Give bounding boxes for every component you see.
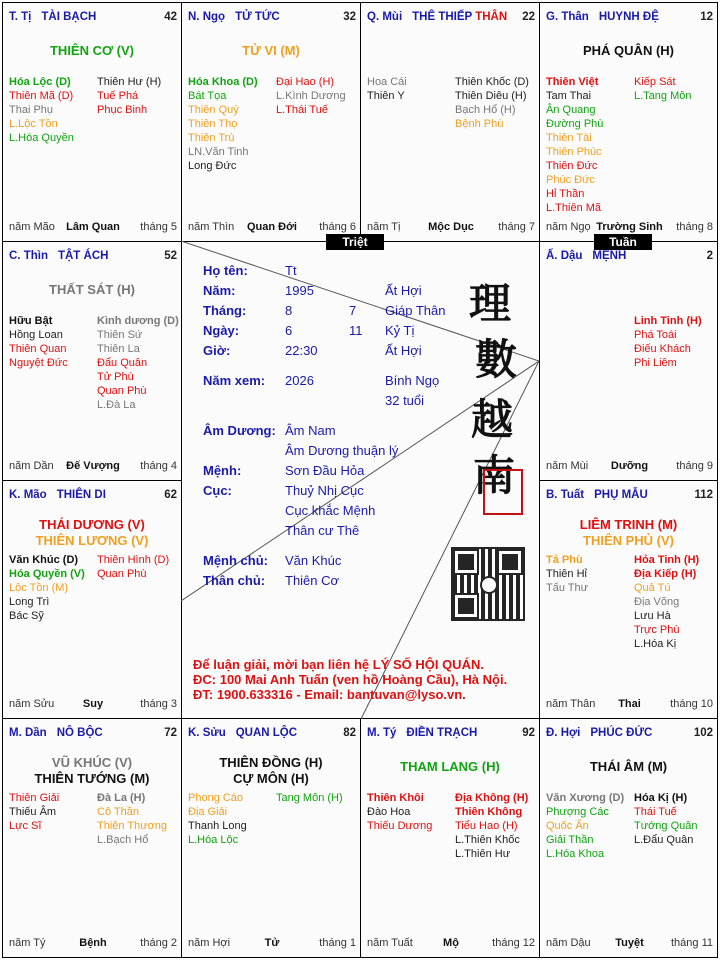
palace-footer (546, 460, 713, 474)
palace-year: năm Dần (9, 460, 54, 472)
calligraphy-char: 越 (471, 395, 514, 444)
star-item: Bạch Hổ (H) (455, 104, 516, 116)
palace-footer (367, 937, 535, 951)
menh-value: Sơn Đầu Hỏa (285, 463, 365, 478)
star-item: Tuế Phá (97, 90, 139, 102)
star-item: Đào Hoa (367, 806, 411, 818)
star-item: Hoa Cái (367, 76, 407, 88)
than-chu-value: Thiên Cơ (285, 573, 340, 588)
main-star: THẤT SÁT (H) (49, 282, 135, 297)
palace-footer (188, 937, 356, 951)
palace-branch: Đ. Hợi (546, 727, 581, 739)
palace-name: HUYNH ĐỆ (598, 11, 659, 23)
am-duong-label: Âm Dương: (203, 423, 276, 438)
star-item: Thiên Thương (97, 820, 168, 832)
star-column-right (97, 75, 161, 117)
palace-footer (9, 460, 177, 474)
palace-branch: M. Tý (367, 727, 397, 739)
palace-branch: G. Thân (546, 11, 589, 23)
star-item: Lực Sĩ (9, 820, 42, 832)
star-column-right (455, 75, 529, 131)
star-item: Hóa Khoa (D) (188, 76, 258, 88)
palace-header (546, 11, 713, 25)
star-item: Thiên Tài (546, 132, 592, 144)
palace-number: 12 (700, 11, 713, 23)
palace-footer (9, 698, 177, 712)
star-item: Tam Thai (546, 90, 592, 102)
palace-footer (546, 221, 713, 235)
star-column-left (188, 791, 247, 847)
ho-ten-value: Tt (285, 263, 297, 278)
am-duong-value: Âm Nam (285, 423, 336, 438)
star-item: Phá Toái (634, 329, 677, 341)
palace-month: tháng 1 (319, 937, 356, 949)
main-star: THÁI ÂM (M) (589, 759, 668, 774)
nam-can-chi: Ất Hợi (385, 283, 422, 298)
main-star: THÁI DƯƠNG (V) (39, 517, 145, 532)
palace-year: năm Ngọ (546, 221, 591, 233)
palace-month: tháng 5 (140, 221, 177, 233)
menh-chu-label: Mệnh chủ: (203, 553, 268, 568)
star-item: Thiên Việt (546, 76, 599, 88)
cuc-label: Cục: (203, 483, 232, 498)
star-column-left (546, 791, 624, 861)
star-column-left (9, 314, 68, 370)
palace-header (367, 727, 535, 741)
star-item: L.Thiên Hư (455, 848, 511, 860)
palace-number: 82 (343, 727, 356, 739)
star-item: Thiên Trù (188, 132, 235, 144)
thang-value: 8 (285, 303, 293, 318)
triet-band: Triệt (326, 234, 384, 250)
star-item: L.Bạch Hổ (97, 834, 149, 846)
ngay-value: 6 (285, 323, 293, 338)
nam-label: Năm: (203, 283, 236, 298)
star-item: Địa Kiếp (H) (634, 568, 697, 580)
main-star: THIÊN CƠ (V) (49, 43, 135, 58)
star-item: Lộc Tồn (M) (9, 582, 69, 594)
palace-header (188, 727, 356, 741)
palace-name: MỆNH (592, 250, 627, 262)
palace-ngo (181, 2, 361, 242)
palace-branch: K. Sửu (188, 727, 226, 739)
truong-sinh-stage: Quan Đới (247, 221, 297, 233)
palace-number: 2 (706, 250, 713, 262)
palace-header (546, 489, 713, 503)
palace-branch: T. Tị (9, 11, 32, 23)
star-item: Bát Tọa (188, 90, 227, 102)
star-item: Thai Phụ (9, 104, 54, 116)
star-item: Điếu Khách (634, 343, 691, 355)
star-item: Thiên Khốc (D) (455, 76, 529, 88)
star-column-right (634, 75, 691, 103)
star-column-left (9, 791, 59, 833)
palace-month: tháng 6 (319, 221, 356, 233)
palace-mao (2, 480, 182, 719)
palace-number: 92 (522, 727, 535, 739)
palace-header (9, 250, 177, 264)
tuan-band: Tuần (594, 234, 652, 250)
star-item: Đà La (H) (97, 792, 146, 804)
star-item: Địa Võng (634, 596, 680, 608)
cuc-note: Cục khắc Mệnh (285, 503, 376, 518)
palace-month: tháng 8 (676, 221, 713, 233)
star-item: Tang Môn (H) (276, 792, 343, 804)
contact-line: Để luận giải, mời bạn liên hệ LÝ SỐ HỘI QUÁN. (193, 657, 484, 672)
gio-value: 22:30 (285, 343, 318, 358)
star-column-left (546, 553, 588, 595)
palace-than (539, 2, 718, 242)
star-item: Văn Xương (D) (546, 792, 625, 804)
qr-code (451, 547, 525, 621)
palace-footer (9, 937, 177, 951)
truong-sinh-stage: Suy (82, 698, 104, 710)
star-item: L.Hóa Khoa (546, 848, 605, 860)
contact-block (193, 657, 533, 702)
star-item: Linh Tinh (H) (634, 315, 702, 327)
truong-sinh-stage: Tử (264, 937, 280, 949)
star-column-right (634, 314, 702, 370)
palace-number: 112 (694, 489, 713, 501)
star-item: L.Hóa Lộc (188, 834, 239, 846)
star-item: Thiên Hỉ (546, 568, 587, 580)
palace-year: năm Thìn (188, 221, 235, 233)
tuoi-value: 32 tuổi (385, 393, 425, 408)
palace-year: năm Tị (367, 221, 401, 233)
star-item: Thiên Hư (H) (97, 76, 162, 88)
star-item: Phục Binh (97, 104, 148, 116)
palace-footer (546, 698, 713, 712)
palace-year: năm Dậu (546, 937, 591, 949)
star-item: Quả Tú (634, 582, 671, 594)
star-item: Thiên Quan (9, 343, 67, 355)
star-item: Thiên La (97, 343, 140, 355)
contact-address: ĐC: 100 Mai Anh Tuấn (ven hồ Hoàng Cầu), Hà Nội. (193, 672, 508, 687)
truong-sinh-stage: Bệnh (79, 937, 107, 949)
palace-mui (360, 2, 540, 242)
star-item: Hỉ Thần (546, 188, 585, 200)
calligraphy-char: 理 (469, 279, 512, 328)
star-item: Thanh Long (188, 820, 247, 832)
center-info-panel (181, 241, 539, 719)
star-item: L.Thiên Khốc (455, 834, 520, 846)
star-item: Địa Giải (188, 806, 228, 818)
star-item: Ân Quang (546, 104, 596, 116)
star-item: Hóa Quyền (V) (9, 568, 85, 580)
palace-branch: Q. Mùi (367, 11, 403, 23)
star-item: Bệnh Phù (455, 118, 504, 130)
gio-label: Giờ: (203, 343, 231, 358)
thang-can-chi: Giáp Thân (385, 303, 446, 318)
star-item: Tiểu Hao (H) (455, 820, 518, 832)
main-star: THIÊN TƯỚNG (M) (34, 771, 150, 786)
star-item: Đường Phù (546, 118, 604, 130)
palace-name: THÊ THIẾP (412, 11, 472, 23)
main-star: THAM LANG (H) (400, 759, 500, 774)
palace-ty (360, 718, 540, 958)
nam-xem-value: 2026 (285, 373, 314, 388)
star-item: Cô Thần (97, 806, 139, 818)
palace-month: tháng 4 (140, 460, 177, 472)
than-chu-label: Thân chủ: (203, 573, 266, 588)
star-item: Thiên Khôi (367, 792, 424, 804)
palace-name: TÀI BẠCH (41, 11, 97, 23)
star-item: Hữu Bật (9, 315, 53, 327)
palace-year: năm Hợi (188, 937, 231, 949)
star-item: Trực Phù (634, 624, 680, 636)
star-item: Thiên Y (367, 90, 405, 102)
palace-dau (539, 241, 718, 481)
star-item: Quan Phù (97, 568, 147, 580)
star-item: Tử Phù (97, 371, 134, 383)
palace-name: PHỤ MẪU (594, 489, 648, 501)
star-item: LN.Văn Tinh (188, 146, 249, 158)
star-item: Giải Thần (546, 834, 594, 846)
star-item: Địa Không (H) (455, 792, 529, 804)
nam-xem-can-chi: Bính Ngọ (385, 373, 440, 388)
palace-name: QUAN LỘC (235, 727, 298, 739)
star-column-right (97, 314, 179, 412)
star-column-left (367, 75, 407, 103)
star-item: Thiên Đức (546, 160, 598, 172)
contact-phone-email: ĐT: 1900.633316 - Email: bantuvan@lyso.vn. (193, 687, 466, 702)
palace-branch: K. Mão (9, 489, 47, 501)
palace-year: năm Tuất (367, 937, 413, 949)
star-item: L.Tang Môn (634, 90, 692, 102)
main-star: LIÊM TRINH (M) (579, 517, 678, 532)
truong-sinh-stage: Mộ (443, 937, 459, 949)
star-item: Tướng Quân (634, 820, 698, 832)
star-item: L.Hóa Quyền (9, 132, 74, 144)
palace-branch: C. Thìn (9, 250, 48, 262)
ngay-can-chi: Kỷ Tị (385, 323, 415, 338)
palace-branch: Ấ. Dậu (546, 250, 583, 262)
nam-xem-label: Năm xem: (203, 373, 266, 388)
palace-month: tháng 9 (676, 460, 713, 472)
main-star: VŨ KHÚC (V) (51, 755, 133, 770)
star-item: Văn Khúc (D) (9, 554, 79, 566)
star-item: Tả Phù (546, 554, 583, 566)
palace-name: NÔ BỘC (56, 727, 103, 739)
star-item: Phượng Các (546, 806, 609, 818)
palace-header (9, 11, 177, 25)
palace-tuat (539, 480, 718, 719)
palace-month: tháng 12 (492, 937, 535, 949)
palace-year: năm Tý (9, 937, 46, 949)
star-item: Hóa Lộc (D) (9, 76, 71, 88)
star-column-right (276, 75, 346, 117)
star-item: Thiên Phúc (546, 146, 602, 158)
truong-sinh-stage: Lâm Quan (66, 221, 120, 233)
am-duong-note: Âm Dương thuận lý (285, 443, 399, 458)
palace-year: năm Mão (9, 221, 55, 233)
star-item: Thiếu Dương (367, 820, 433, 832)
star-item: Thiên Mã (D) (9, 90, 74, 102)
star-item: Lưu Hà (634, 610, 671, 622)
star-column-left (188, 75, 258, 173)
truong-sinh-stage: Thai (618, 698, 641, 710)
star-item: Hồng Loan (9, 329, 63, 341)
palace-hoi (539, 718, 718, 958)
star-item: Hóa Kị (H) (634, 792, 688, 804)
palace-number: 102 (693, 727, 713, 739)
star-item: Long Trì (9, 596, 50, 608)
star-item: Phong Cáo (188, 792, 244, 804)
nam-value: 1995 (285, 283, 314, 298)
star-column-right (276, 791, 343, 805)
star-column-right (634, 791, 698, 847)
palace-thin (2, 241, 182, 481)
star-item: L.Kình Dương (276, 90, 346, 102)
star-item: Quốc Ấn (546, 820, 589, 832)
palace-name: TẬT ÁCH (57, 250, 109, 262)
truong-sinh-stage: Dưỡng (610, 460, 649, 472)
star-item: Nguyệt Đức (9, 357, 68, 369)
star-item: L.Thiên Mã (546, 202, 602, 214)
star-item: Thiên Sứ (97, 329, 143, 341)
palace-year: năm Mùi (546, 460, 589, 472)
star-item: Long Đức (188, 160, 237, 172)
palace-name: THIÊN DI (56, 489, 106, 501)
palace-dan (2, 718, 182, 958)
palace-footer (9, 221, 177, 235)
ngay-label: Ngày: (203, 323, 240, 338)
main-star: CỰ MÔN (H) (233, 771, 309, 786)
ngay-am: 11 (349, 323, 363, 338)
star-item: Thiên Diêu (H) (455, 90, 527, 102)
seal-stamp (483, 469, 523, 515)
star-column-right (634, 553, 699, 651)
star-item: Kiếp Sát (634, 76, 676, 88)
palace-year: năm Sửu (9, 698, 55, 710)
palace-footer (188, 221, 356, 235)
truong-sinh-stage: Đế Vượng (66, 460, 120, 472)
main-star: THIÊN ĐỒNG (H) (219, 755, 323, 770)
palace-header (188, 11, 356, 25)
menh-label: Mệnh: (203, 463, 242, 478)
palace-number: 32 (343, 11, 356, 23)
star-column-right (97, 553, 169, 581)
palace-header (367, 11, 535, 25)
truong-sinh-stage: Mộc Dục (428, 221, 474, 233)
palace-month: tháng 3 (140, 698, 177, 710)
palace-month: tháng 2 (140, 937, 177, 949)
palace-number: 42 (164, 11, 177, 23)
star-item: Thiên Thọ (188, 118, 238, 130)
thang-am: 7 (349, 303, 357, 318)
star-item: Kình dương (D) (97, 315, 179, 327)
palace-footer (546, 937, 713, 951)
star-item: L.Lộc Tồn (9, 118, 58, 130)
star-column-left (9, 553, 85, 623)
than-cu-note: Thân cư Thê (285, 523, 360, 538)
menh-chu-value: Văn Khúc (285, 553, 342, 568)
star-item: Quan Phù (97, 385, 147, 397)
main-star: THIÊN LƯƠNG (V) (35, 533, 149, 548)
palace-number: 72 (164, 727, 177, 739)
star-item: L.Hóa Kị (634, 638, 677, 650)
star-item: L.Đẩu Quân (634, 834, 694, 846)
star-item: Phúc Đức (546, 174, 595, 186)
calligraphy-char: 數 (475, 335, 518, 384)
cuc-value: Thuỷ Nhị Cục (285, 483, 364, 498)
palace-month: tháng 7 (498, 221, 535, 233)
palace-header (546, 727, 713, 741)
palace-suu (181, 718, 361, 958)
palace-footer (367, 221, 535, 235)
palace-name: TỬ TỨC (235, 11, 280, 23)
star-column-right (97, 791, 167, 847)
palace-branch: B. Tuất (546, 489, 585, 501)
main-star: TỬ VI (M) (242, 43, 300, 58)
star-item: Phi Liêm (634, 357, 677, 369)
star-item: Thiên Quý (188, 104, 239, 116)
star-item: Thiếu Âm (9, 806, 57, 818)
palace-month: tháng 10 (670, 698, 713, 710)
star-item: Thiên Giải (9, 792, 60, 804)
palace-number: 52 (164, 250, 177, 262)
star-column-left (546, 75, 603, 215)
gio-can-chi: Ất Hợi (385, 343, 422, 358)
star-item: L.Thái Tuế (276, 104, 328, 116)
thang-label: Tháng: (203, 303, 247, 318)
main-star: THIÊN PHỦ (V) (583, 533, 674, 548)
star-item: Tấu Thư (546, 582, 589, 594)
star-item: Thái Tuế (634, 806, 677, 818)
star-column-right (455, 791, 528, 861)
star-item: Thiên Hình (D) (97, 554, 170, 566)
palace-number: 22 (522, 11, 535, 23)
palace-branch: M. Dần (9, 727, 47, 739)
palace-year: năm Thân (546, 698, 596, 710)
ho-ten-label: Họ tên: (203, 263, 248, 278)
palace-branch: N. Ngọ (188, 11, 226, 23)
palace-month: tháng 11 (670, 937, 713, 949)
main-star: PHÁ QUÂN (H) (583, 43, 674, 58)
star-item: Đẩu Quân (97, 357, 148, 369)
truong-sinh-stage: Trường Sinh (596, 221, 663, 233)
palace-name: ĐIỀN TRẠCH (406, 727, 478, 739)
than-marker: THÂN (475, 11, 508, 23)
truong-sinh-stage: Tuyệt (615, 937, 644, 949)
star-item: Đại Hao (H) (276, 76, 335, 88)
calligraphy-char: 南 (473, 451, 516, 500)
palace-name: PHÚC ĐỨC (590, 727, 653, 739)
star-column-left (9, 75, 74, 145)
star-item: Thiên Không (455, 806, 523, 818)
star-item: L.Đà La (97, 399, 136, 411)
star-column-left (367, 791, 432, 833)
palace-header (546, 250, 713, 264)
palace-header (9, 727, 177, 741)
star-item: Bác Sỹ (9, 610, 44, 622)
palace-ti (2, 2, 182, 242)
palace-header (9, 489, 177, 503)
palace-number: 62 (164, 489, 177, 501)
star-item: Hỏa Tinh (H) (634, 554, 700, 566)
